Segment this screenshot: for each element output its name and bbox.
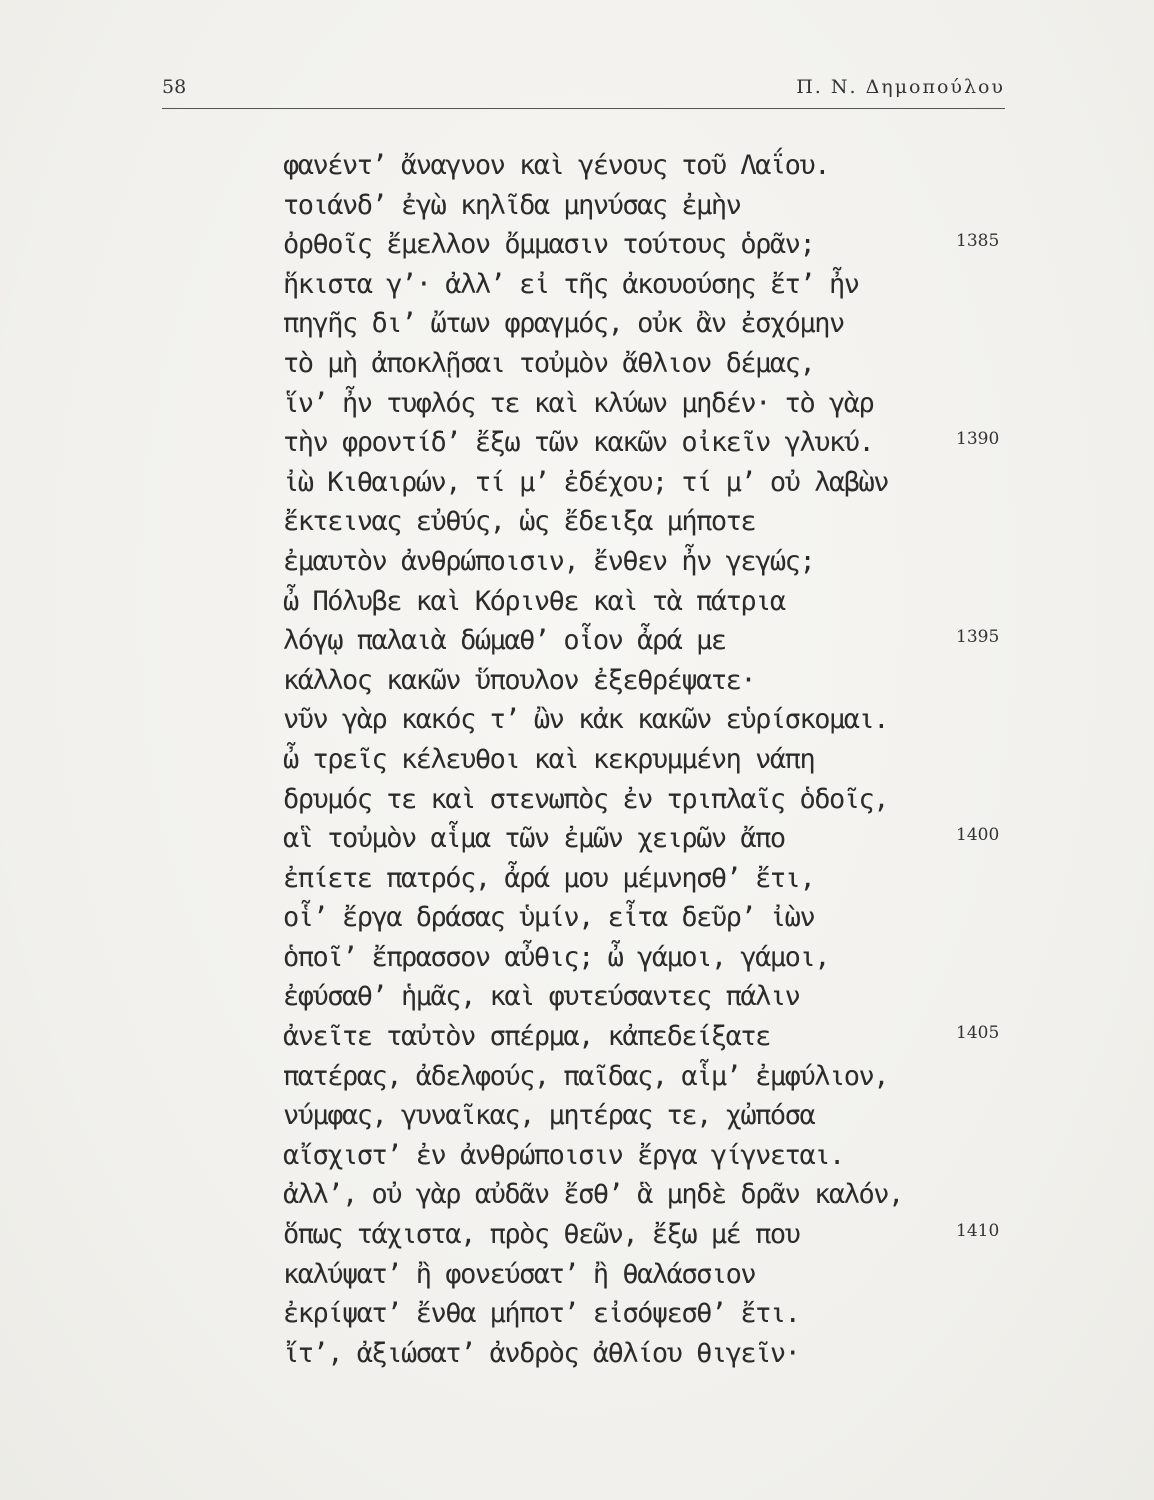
verse-line: ἐκρίψατ’ ἔνθα μήποτ’ εἰσόψεσθ’ ἔτι.	[283, 1298, 800, 1330]
verse-line: λόγῳ παλαιὰ δώμαθ’ οἷον ἆρά με	[283, 625, 726, 657]
verse-block	[283, 146, 923, 1373]
verse-line: τοιάνδ’ ἐγὼ κηλῖδα μηνύσας ἐμὴν	[283, 189, 741, 221]
line-number: 1385	[956, 231, 1000, 252]
line-number: 1395	[956, 627, 1000, 648]
verse-line: ἀνεῖτε ταὐτὸν σπέρμα, κἀπεδείξατε	[283, 1021, 770, 1053]
verse-line: αἴσχιστ’ ἐν ἀνθρώποισιν ἔργα γίγνεται.	[283, 1139, 844, 1171]
line-number: 1390	[956, 429, 1000, 450]
verse-line: ὀρθοῖς ἔμελλον ὄμμασιν τούτους ὁρᾶν;	[283, 229, 815, 261]
line-number: 1405	[956, 1023, 1000, 1044]
verse-line: ὦ Πόλυβε καὶ Κόρινθε καὶ τὰ πάτρια	[283, 585, 785, 617]
verse-line: ὅπως τάχιστα, πρὸς θεῶν, ἔξω μέ που	[283, 1219, 800, 1251]
verse-line: πατέρας, ἀδελφούς, παῖδας, αἷμ’ ἐμφύλιον,	[283, 1060, 888, 1092]
verse-line: δρυμός τε καὶ στενωπὸς ἐν τριπλαῖς ὁδοῖς,	[283, 783, 888, 815]
verse-line: ἐμαυτὸν ἀνθρώποισιν, ἔνθεν ἦν γεγώς;	[283, 545, 815, 577]
verse-line: ὁποῖ’ ἔπρασσον αὖθις; ὦ γάμοι, γάμοι,	[283, 941, 829, 973]
verse-line: πηγῆς δι’ ὤτων φραγμός, οὐκ ἂν ἐσχόμην	[283, 308, 844, 340]
verse-line: ἵν’ ἦν τυφλός τε καὶ κλύων μηδέν· τὸ γὰρ	[283, 387, 874, 419]
verse-line: ἰὼ Κιθαιρών, τί μ’ ἐδέχου; τί μ’ οὐ λαβὼν	[283, 466, 888, 498]
running-head: Π. Ν. Δημοπούλου	[796, 76, 1005, 98]
verse-line: νῦν γὰρ κακός τ’ ὢν κἀκ κακῶν εὑρίσκομαι.	[283, 704, 888, 736]
verse-line: καλύψατ’ ἢ φονεύσατ’ ἢ θαλάσσιον	[283, 1258, 756, 1290]
verse-line: αἳ τοὐμὸν αἷμα τῶν ἐμῶν χειρῶν ἄπο	[283, 823, 785, 855]
verse-line: φανέντ’ ἄναγνον καὶ γένους τοῦ Λαΐου.	[283, 150, 829, 181]
page-header	[162, 72, 1005, 106]
verse-line: ἔκτεινας εὐθύς, ὡς ἔδειξα μήποτε	[283, 506, 756, 538]
verse-line: ὦ τρεῖς κέλευθοι καὶ κεκρυμμένη νάπη	[283, 743, 815, 775]
verse-line: ἐφύσαθ’ ἡμᾶς, καὶ φυτεύσαντες πάλιν	[283, 981, 800, 1013]
header-rule	[162, 108, 1005, 109]
verse-line: οἷ’ ἔργα δράσας ὑμίν, εἶτα δεῦρ’ ἰὼν	[283, 902, 815, 934]
verse-line: κάλλος κακῶν ὕπουλον ἐξεθρέψατε·	[283, 664, 756, 696]
verse-line: τὴν φροντίδ’ ἔξω τῶν κακῶν οἰκεῖν γλυκύ.	[283, 427, 874, 459]
verse-line: ἥκιστα γ’· ἀλλ’ εἰ τῆς ἀκουούσης ἔτ’ ἦν	[283, 268, 859, 300]
verse-line: ἐπίετε πατρός, ἆρά μου μέμνησθ’ ἔτι,	[283, 862, 815, 894]
line-number: 1410	[956, 1221, 1000, 1242]
line-number: 1400	[956, 825, 1000, 846]
page-number: 58	[162, 76, 187, 98]
verse-line: ἴτ’, ἀξιώσατ’ ἀνδρὸς ἀθλίου θιγεῖν·	[283, 1337, 800, 1369]
verse-line: τὸ μὴ ἀποκλῇσαι τοὐμὸν ἄθλιον δέμας,	[283, 347, 815, 379]
verse-line: ἀλλ’, οὐ γὰρ αὐδᾶν ἔσθ’ ἃ μηδὲ δρᾶν καλόν,	[283, 1179, 903, 1211]
verse-line: νύμφας, γυναῖκας, μητέρας τε, χὠπόσα	[283, 1100, 815, 1132]
